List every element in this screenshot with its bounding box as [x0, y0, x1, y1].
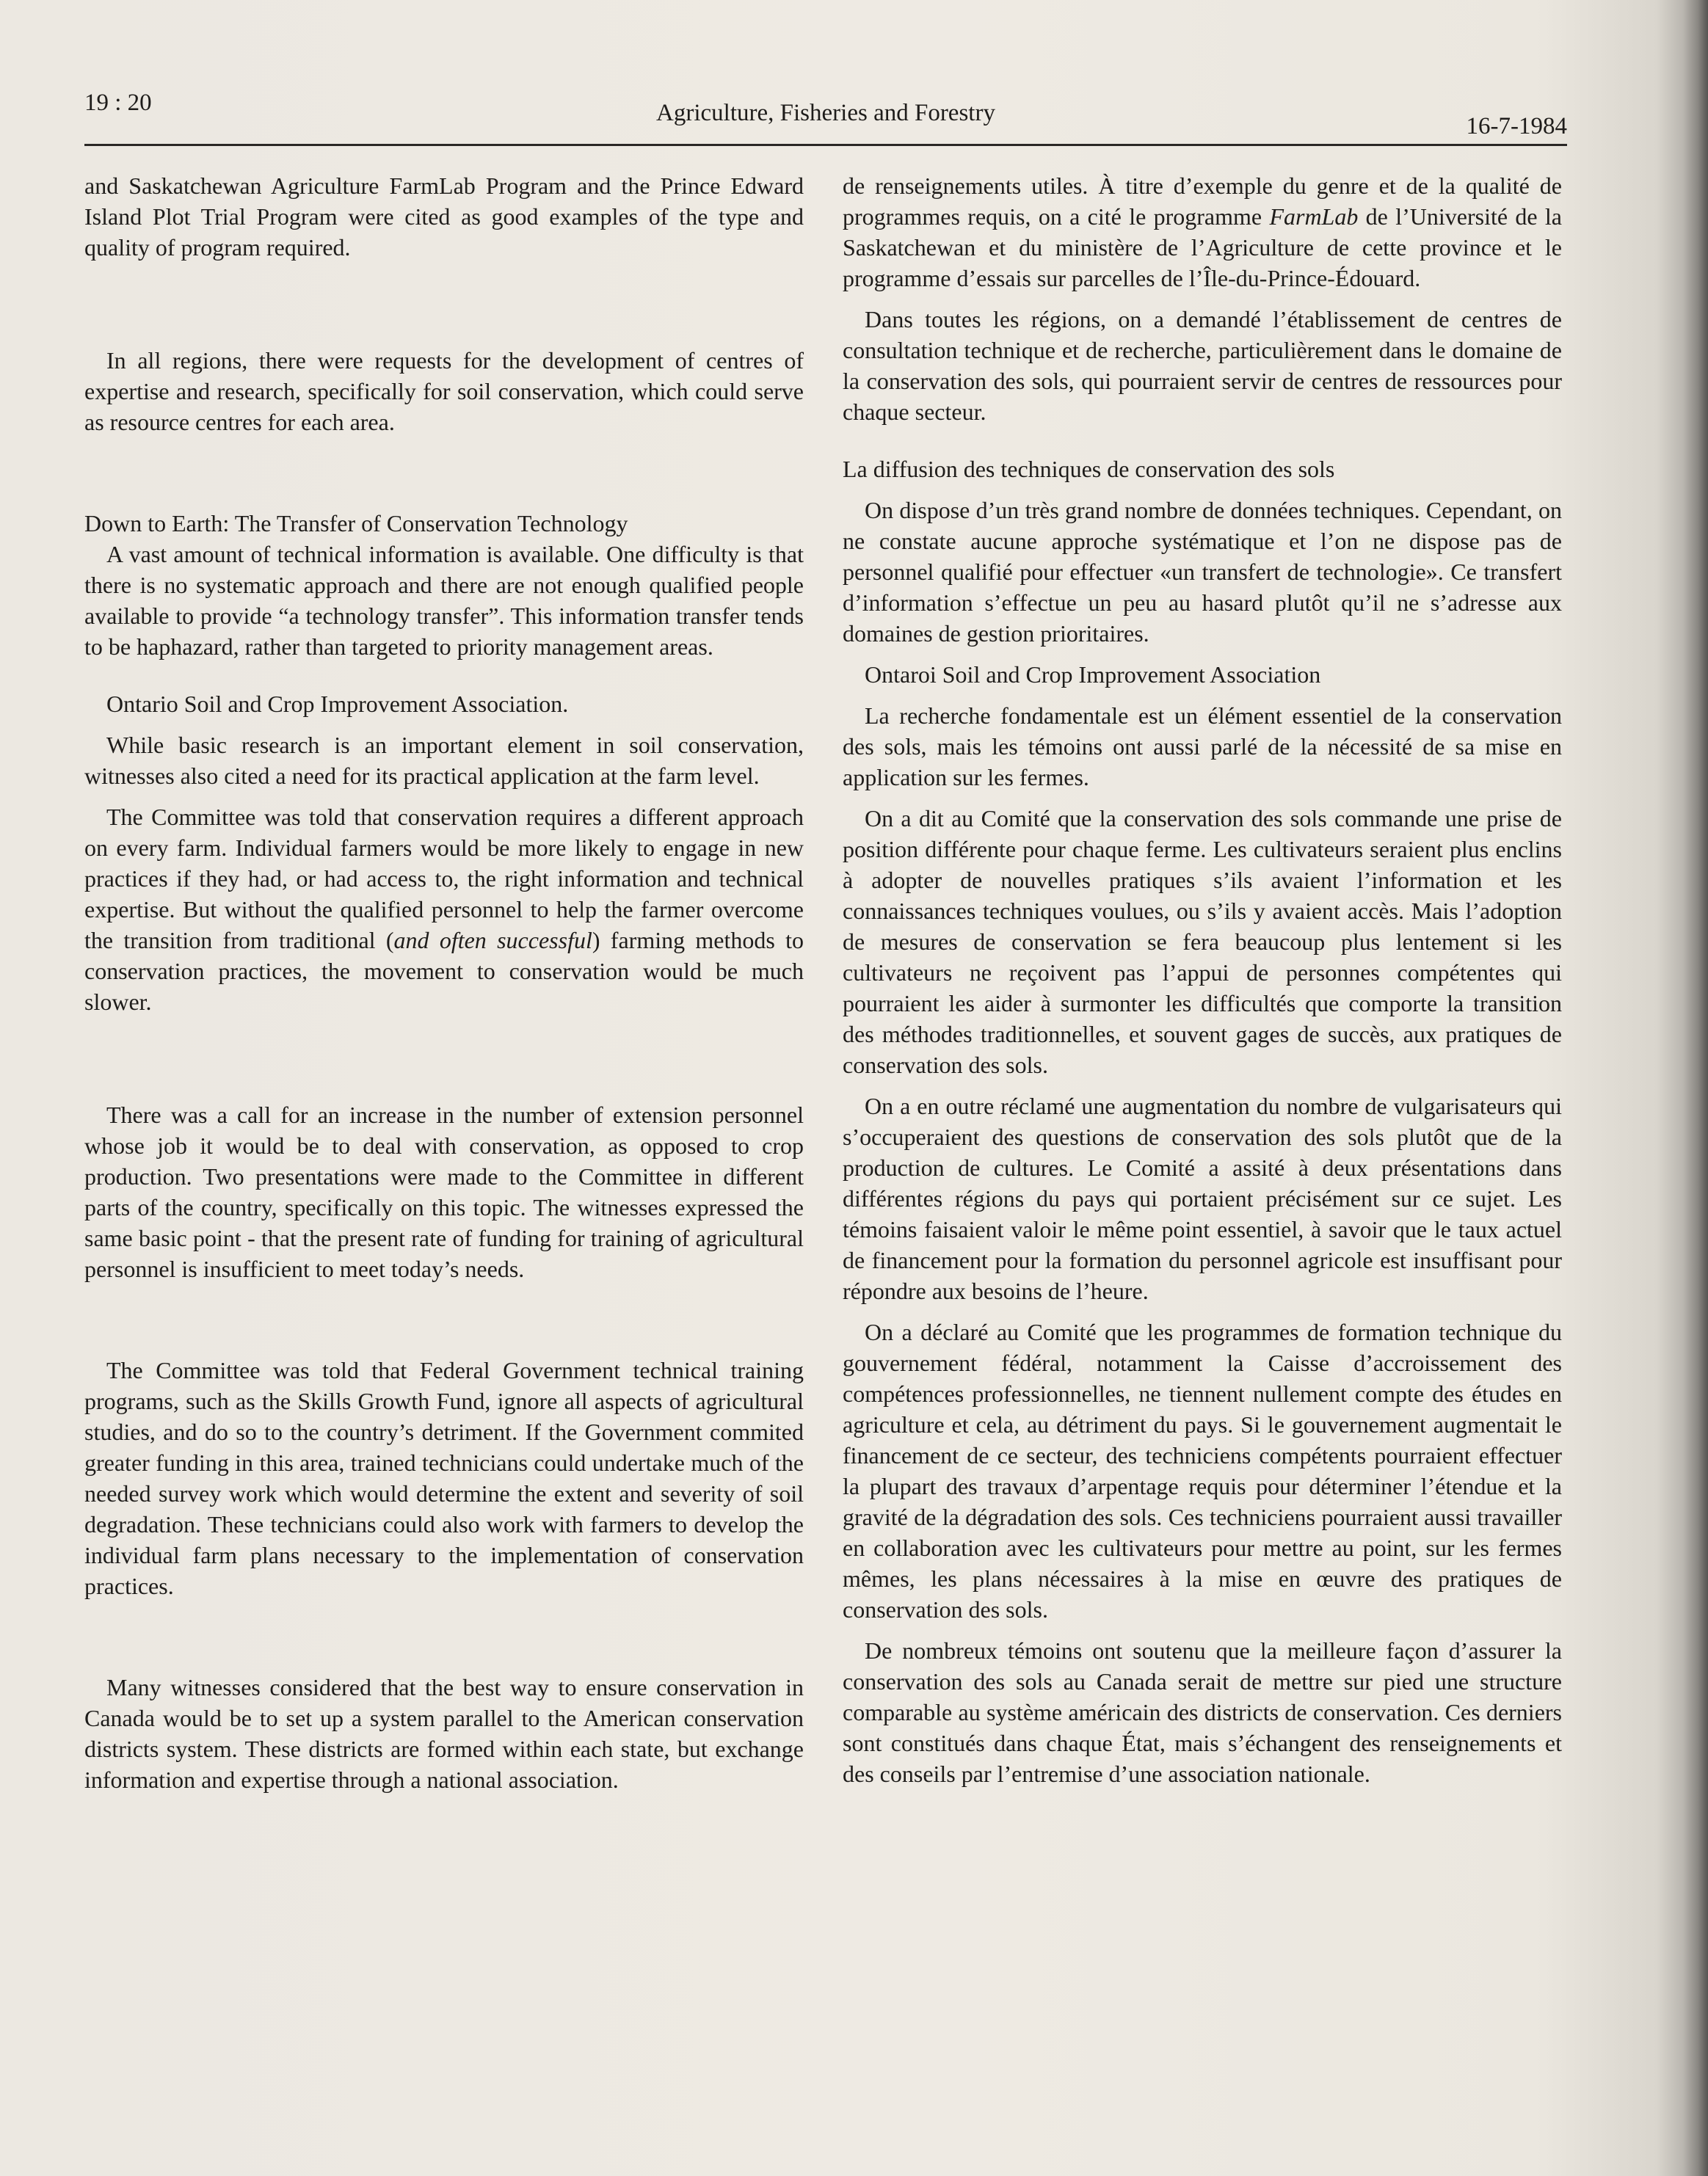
fr-heading-ontario-association: Ontaroi Soil and Crop Improvement Association — [865, 661, 1321, 688]
fr-paragraph-1: de renseignements utiles. À titre d’exemple du genre et de la qualité de programmes requis, on a cité le programme FarmLab de l’Université de la Saskatchewan et du ministère de l’Agriculture de cette province et le programme d’essais sur parcelles de l’Île-du-Prince-Édouard. — [843, 172, 1562, 291]
fr-paragraph-8: De nombreux témoins ont soutenu que la meilleure façon d’assurer la conservation des sols au Canada serait de mettre sur pied une structure comparable au système américain des districts de conservation. Ces derniers sont constitués dans chaque État, mais s’échangent des renseignements et des conseils par l’entremise d’une association nationale. — [843, 1637, 1562, 1787]
en-paragraph-6: There was a call for an increase in the number of extension personnel whose job it would be to deal with conservation, as opposed to crop production. Two presentations were made to the Committee in different parts of the country, specifically on this topic. The witnesses expressed the same basic point - that the present rate of funding for training of agricultural personnel is insufficient to meet today’s needs. — [84, 1102, 804, 1282]
en-heading-ontario-association: Ontario Soil and Crop Improvement Association. — [106, 691, 569, 717]
fr-paragraph-5: On a dit au Comité que la conservation des sols commande une prise de position différente pour chaque ferme. Les cultivateurs seraient plus enclins à adopter de nouvelles pratiques s’ils avaient l’information et les connaissances techniques voulues, ou s’ils y avaient accès. Mais l’adoption de mesures de conservation se fera beaucoup plus lentement si les cultivateurs ne reçoivent pas l’appui de personnes compétentes qui pourraient les aider à surmonter les difficultés que comporte la transition des méthodes traditionnelles, et souvent gages de succès, aux pratiques de conservation des sols. — [843, 805, 1562, 1078]
en-paragraph-1: and Saskatchewan Agriculture FarmLab Program and the Prince Edward Island Plot Trial Program were cited as good examples of the type and quality of program required. — [84, 172, 804, 261]
en-paragraph-7: The Committee was told that Federal Government technical training programs, such as the Skills Growth Fund, ignore all aspects of agricultural studies, and do so to the country’s detriment. If the Government commited greater funding in this area, trained technicians could undertake much of the needed survey work which would determine the extent and severity of soil degradation. These technicians could also work with farmers to develop the individual farm plans necessary to the implementation of conservation practices. — [84, 1357, 804, 1599]
en-paragraph-2: In all regions, there were requests for the development of centres of expertise and research, specifically for soil conservation, which could serve as resource centres for each area. — [84, 347, 804, 435]
fr-paragraph-2: Dans toutes les régions, on a demandé l’établissement de centres de consultation technique et de recherche, particulièrement dans le domaine de la conservation des sols, qui pourraient servir de centres de ressources pour chaque secteur. — [843, 306, 1562, 425]
fr-paragraph-3: On dispose d’un très grand nombre de données techniques. Cependant, on ne constate aucune approche systématique et l’on ne dispose pas de personnel qualifié pour effectuer «un transfert de technologie». Ce transfert d’information s’effectue un peu au hasard plutôt qu’il ne s’adresse aux domaines de gestion prioritaires. — [843, 497, 1562, 647]
en-paragraph-5: The Committee was told that conservation requires a different approach on every farm. Individual farmers would be more likely to engage in new practices if they had, or had access to, the right information and technical expertise. But without the qualified personnel to help the farmer overcome the transition from traditional (and often successful) farming methods to conservation practices, the movement to conservation would be much slower. — [84, 804, 804, 1015]
en-heading-technology-transfer: Down to Earth: The Transfer of Conservation Technology — [84, 510, 628, 536]
page-folio: 19 : 20 — [84, 90, 152, 116]
binding-shadow — [1683, 0, 1708, 2176]
issue-date: 16-7-1984 — [1466, 113, 1567, 139]
french-column — [843, 170, 1562, 1789]
fr-paragraph-6: On a en outre réclamé une augmentation du nombre de vulgarisateurs qui s’occuperaient des questions de conservation des sols plutôt que de la production de cultures. Le Comité a assité à deux présentations dans différentes régions du pays qui portaient précisément sur ce sujet. Les témoins faisaient valoir le même point essentiel, à savoir que le taux actuel de financement pour la formation du personnel agricole est insuffisant pour répondre aux besoins de l’heure. — [843, 1093, 1562, 1304]
en-paragraph-3: A vast amount of technical information is available. One difficulty is that there is no systematic approach and there are not enough qualified people available to provide “a technology transfer”. This information transfer tends to be haphazard, rather than targeted to priority management areas. — [84, 541, 804, 660]
fr-paragraph-4: La recherche fondamentale est un élément essentiel de la conservation des sols, mais les témoins ont aussi parlé de la nécessité de sa mise en application sur les fermes. — [843, 702, 1562, 790]
header-rule — [84, 144, 1567, 146]
en-paragraph-8: Many witnesses considered that the best way to ensure conservation in Canada would be to set up a system parallel to the American conservation districts system. These districts are formed within each state, but exchange information and expertise through a national association. — [84, 1674, 804, 1793]
fr-heading-diffusion: La diffusion des techniques de conservation des sols — [843, 456, 1335, 482]
running-header — [84, 87, 1567, 145]
english-column — [84, 170, 804, 1795]
en-paragraph-4: While basic research is an important element in soil conservation, witnesses also cited a need for its practical application at the farm level. — [84, 732, 804, 789]
fr-paragraph-7: On a déclaré au Comité que les programmes de formation technique du gouvernement fédéral, notamment la Caisse d’accroissement des compétences professionnelles, ne tiennent nullement compte des études en agriculture et cela, au détriment du pays. Si le gouvernement augmentait le financement de ce secteur, des techniciens compétents pourraient effectuer la plupart des travaux d’arpentage requis pour déterminer l’étendue et la gravité de la dégradation des sols. Ces techniciens pourraient aussi travailler en collaboration avec les cultivateurs pour mettre au point, sur les fermes mêmes, les plans nécessaires à la mise en œuvre des pratiques de conservation des sols. — [843, 1319, 1562, 1623]
committee-title: Agriculture, Fisheries and Forestry — [656, 100, 995, 126]
